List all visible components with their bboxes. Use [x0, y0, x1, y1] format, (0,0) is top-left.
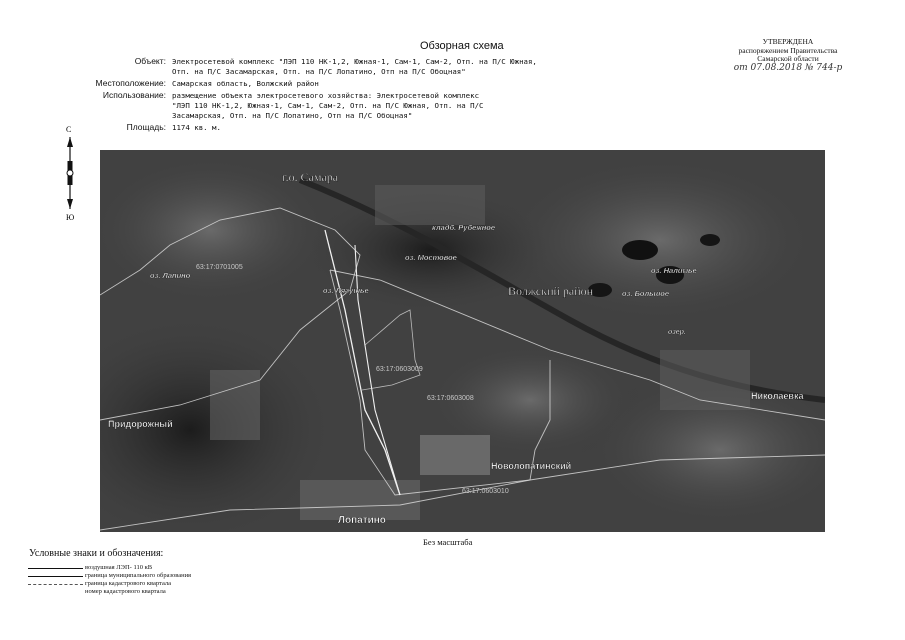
- compass-rose: [58, 123, 84, 223]
- object-label: Объект:: [134, 56, 166, 66]
- label-nikolaevka: Николаевка: [751, 391, 804, 401]
- label-rubezhnoe: кладб. Рубежное: [432, 223, 496, 232]
- legend-item-lep: воздушная ЛЭП- 110 кВ: [85, 564, 153, 571]
- label-lake-lyagushye: оз. Лягушье: [323, 286, 369, 295]
- usage-value-3: Засамарская, Отп. на П/С Лопатино, Отп на П/С Обоцная": [172, 111, 413, 120]
- area-value: 1174 кв. м.: [172, 123, 221, 132]
- object-value-1: Электросетевой комплекс "ЛЭП 110 НК-1,2, Южная-1, Сам-1, Сам-2, Отп. на П/С Южная,: [172, 57, 537, 66]
- compass-arrow-icon: [58, 123, 84, 223]
- label-samara: г.о. Самара: [282, 170, 339, 184]
- map-canvas: [100, 150, 825, 532]
- area-label: Площадь:: [126, 122, 166, 132]
- label-lake-nalimye: оз. Налимье: [651, 266, 697, 275]
- label-quarter-603009: 63:17:0603009: [376, 366, 423, 373]
- location-value: Самарская область, Волжский район: [172, 79, 319, 88]
- legend-line-quarter: [28, 584, 83, 585]
- object-value-2: Отп. на П/С Засамарская, Отп. на П/С Лопатино, Отп на П/С Обоцная": [172, 67, 466, 76]
- label-novolopatinsky: Новолопатинский: [491, 461, 572, 471]
- label-quarter-701005: 63:17:0701005: [196, 264, 243, 271]
- label-ozer: озер.: [668, 329, 686, 336]
- usage-value-2: "ЛЭП 110 НК-1,2, Южная-1, Сам-1, Сам-2, Отп. на П/С Южная, Отп. на П/С: [172, 101, 484, 110]
- no-scale-note: Без масштаба: [423, 537, 473, 547]
- compass-north-label: С: [66, 125, 72, 134]
- legend-item-quarter-number: номер кадастрового квартала: [85, 588, 166, 595]
- approval-stamp: [728, 38, 848, 72]
- approval-line-1: УТВЕРЖДЕНА: [762, 37, 814, 46]
- approval-line-2: распоряжением Правительства: [738, 45, 838, 55]
- legend-line-municipal: [28, 576, 83, 577]
- legend-line-lep: [28, 568, 83, 569]
- legend-item-municipal: граница муниципального образования: [85, 572, 192, 579]
- approval-handwritten-date: от 07.08.2018 № 744-р: [733, 62, 843, 73]
- page-title: Обзорная схема: [420, 40, 504, 52]
- approval-line-3: Самарской области: [757, 54, 819, 63]
- label-quarter-603010: 63:17:0603010: [462, 488, 509, 495]
- satellite-map[interactable]: [100, 150, 825, 532]
- label-lake-lapino: оз. Лапино: [150, 271, 191, 280]
- label-pridorozhny: Придорожный: [108, 419, 173, 429]
- legend-item-quarter: граница кадастрового квартала: [85, 580, 172, 587]
- usage-value-1: размещение объекта электросетевого хозяйства: Электросетевой комплекс: [172, 91, 480, 100]
- label-lake-bolshoe: оз. Большое: [622, 289, 670, 298]
- label-quarter-603008: 63:17:0603008: [427, 395, 474, 402]
- location-label: Местоположение:: [95, 78, 166, 88]
- label-lake-mostovoe: оз. Мостовое: [405, 253, 457, 262]
- compass-south-label: Ю: [66, 213, 75, 222]
- legend-title: Условные знаки и обозначения:: [29, 548, 164, 559]
- usage-label: Использование:: [102, 90, 166, 100]
- label-volzhsky: Волжский район: [508, 284, 594, 298]
- label-lopatino: Лопатино: [338, 515, 386, 526]
